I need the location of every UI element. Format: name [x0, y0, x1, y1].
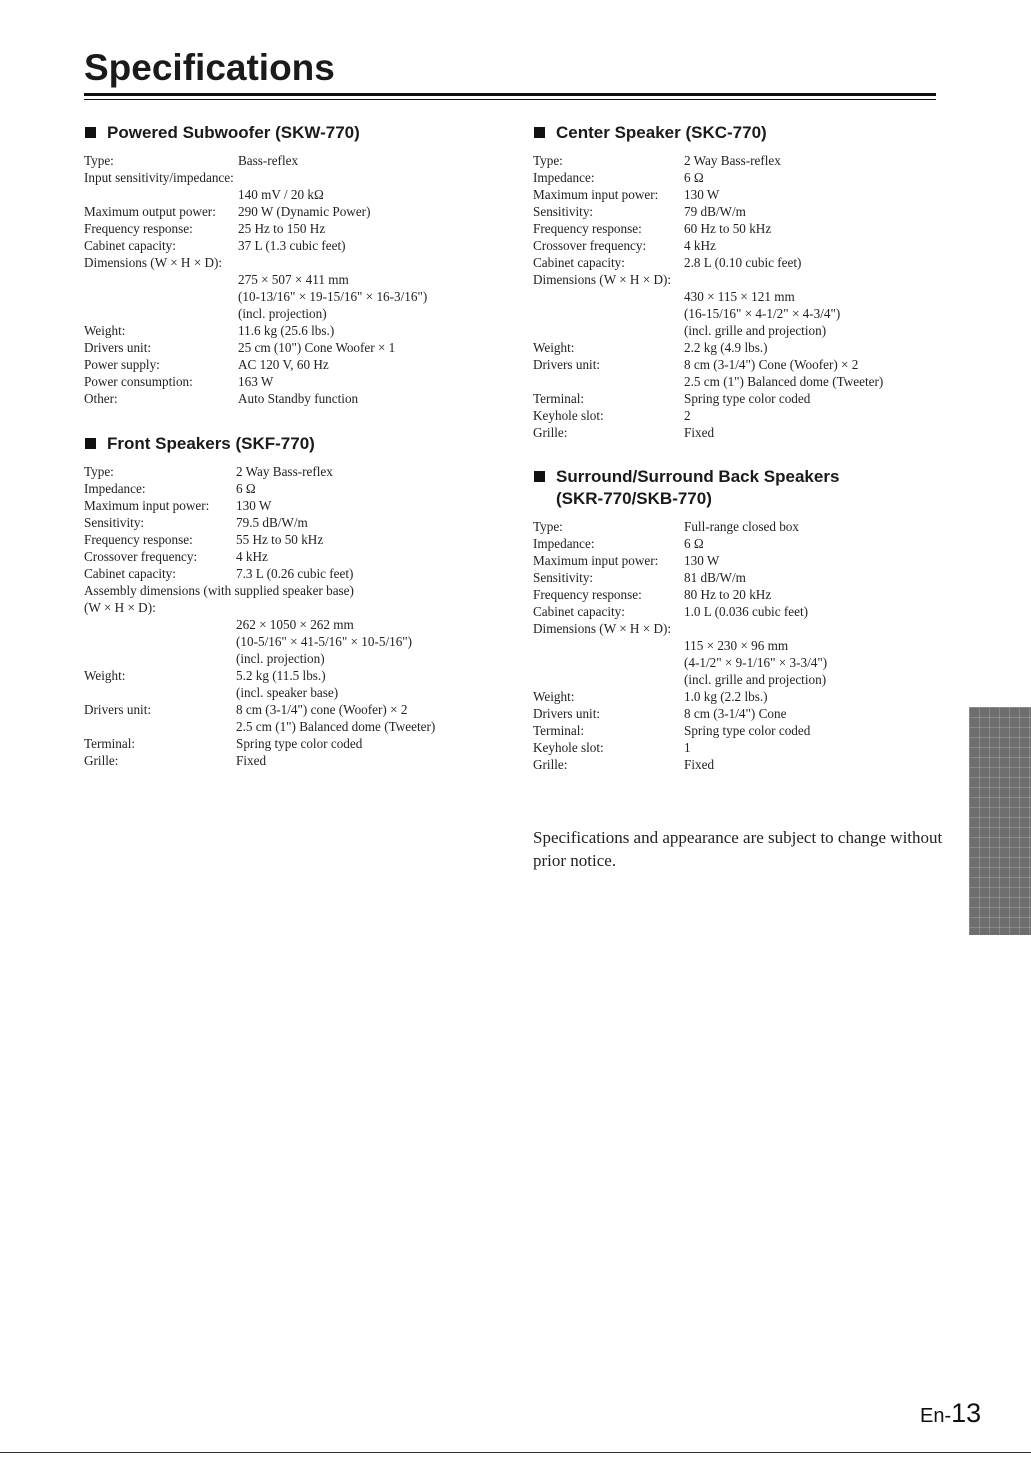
spec-value: 430 × 115 × 121 mm — [684, 289, 795, 304]
square-bullet-icon — [85, 438, 96, 449]
spec-value: Auto Standby function — [238, 391, 359, 406]
spec-label: Frequency response: — [533, 587, 642, 602]
page-number-value: 13 — [951, 1398, 982, 1428]
spec-row — [533, 339, 953, 356]
spec-row — [84, 339, 504, 356]
spec-row — [533, 756, 953, 773]
spec-row — [533, 152, 953, 169]
spec-value: 55 Hz to 50 kHz — [236, 532, 324, 547]
spec-label: Cabinet capacity: — [533, 604, 625, 619]
spec-label: Frequency response: — [533, 221, 642, 236]
section-center-speaker — [533, 122, 953, 441]
spec-value: 25 Hz to 150 Hz — [238, 221, 326, 236]
spec-row — [533, 586, 953, 603]
spec-label: Type: — [84, 464, 114, 479]
spec-value: 4 kHz — [236, 549, 268, 564]
spec-row — [533, 603, 953, 620]
spec-row — [84, 152, 504, 169]
spec-value: 1 — [684, 740, 691, 755]
spec-value: 60 Hz to 50 kHz — [684, 221, 772, 236]
spec-label: Maximum input power: — [533, 187, 659, 202]
spec-row — [533, 186, 953, 203]
spec-row — [533, 254, 953, 271]
spec-row — [84, 186, 504, 203]
spec-value: 8 cm (3-1/4") Cone (Woofer) × 2 — [684, 357, 859, 372]
spec-value: AC 120 V, 60 Hz — [238, 357, 329, 372]
spec-list — [84, 152, 504, 407]
spec-row — [84, 480, 504, 497]
spec-value: 163 W — [238, 374, 274, 389]
spec-value: 2.5 cm (1") Balanced dome (Tweeter) — [236, 719, 436, 734]
spec-value: 81 dB/W/m — [684, 570, 746, 585]
spec-row — [533, 688, 953, 705]
spec-label: Sensitivity: — [533, 570, 594, 585]
spec-label: Sensitivity: — [84, 515, 145, 530]
spec-row — [533, 705, 953, 722]
spec-list — [84, 463, 504, 769]
spec-value: Spring type color coded — [236, 736, 363, 751]
title-rule-thick — [84, 93, 936, 96]
spec-label: Impedance: — [533, 536, 595, 551]
spec-row — [533, 356, 953, 373]
square-bullet-icon — [534, 471, 545, 482]
spec-value: 4 kHz — [684, 238, 716, 253]
spec-label: Terminal: — [533, 723, 585, 738]
spec-row — [533, 220, 953, 237]
spec-row — [84, 633, 504, 650]
page-number-prefix: En- — [920, 1405, 952, 1427]
spec-label: Sensitivity: — [533, 204, 594, 219]
spec-value: 2.2 kg (4.9 lbs.) — [684, 340, 768, 355]
spec-label: Weight: — [84, 323, 126, 338]
spec-value: 2 Way Bass-reflex — [684, 153, 781, 168]
spec-label: Frequency response: — [84, 532, 193, 547]
spec-label: (W × H × D): — [84, 600, 156, 615]
spec-value: 8 cm (3-1/4") Cone — [684, 706, 787, 721]
spec-row — [84, 565, 504, 582]
section-heading-line: Center Speaker (SKC-770) — [556, 123, 767, 142]
spec-row — [533, 305, 953, 322]
spec-label: Assembly dimensions (with supplied speaker base) — [84, 583, 354, 598]
spec-row — [533, 322, 953, 339]
spec-label: Drivers unit: — [84, 340, 152, 355]
spec-value: 2.5 cm (1") Balanced dome (Tweeter) — [684, 374, 884, 389]
spec-value: 80 Hz to 20 kHz — [684, 587, 772, 602]
spec-label: Type: — [533, 519, 563, 534]
spec-row — [533, 569, 953, 586]
spec-row — [84, 220, 504, 237]
spec-label: Weight: — [533, 340, 575, 355]
spec-value: 79.5 dB/W/m — [236, 515, 308, 530]
spec-label: Type: — [84, 153, 114, 168]
spec-row — [533, 203, 953, 220]
spec-row — [84, 288, 504, 305]
section-heading-line: Surround/Surround Back Speakers — [556, 467, 840, 486]
spec-row — [84, 667, 504, 684]
section-heading-line: Powered Subwoofer (SKW-770) — [107, 123, 360, 142]
spec-label: Drivers unit: — [533, 357, 601, 372]
spec-value: 1.0 kg (2.2 lbs.) — [684, 689, 768, 704]
spec-value: (incl. grille and projection) — [684, 672, 827, 687]
spec-row — [84, 531, 504, 548]
page-number — [920, 1398, 981, 1429]
spec-row — [533, 671, 953, 688]
spec-row — [84, 548, 504, 565]
spec-value: Fixed — [684, 425, 715, 440]
spec-row — [84, 684, 504, 701]
spec-label: Impedance: — [533, 170, 595, 185]
section-heading — [533, 122, 953, 144]
spec-label: Cabinet capacity: — [84, 238, 176, 253]
spec-row — [533, 271, 953, 288]
spec-row — [84, 735, 504, 752]
spec-value: Full-range closed box — [684, 519, 799, 534]
spec-list — [533, 152, 953, 441]
spec-value: (incl. grille and projection) — [684, 323, 827, 338]
spec-value: 130 W — [684, 553, 720, 568]
spec-value: 275 × 507 × 411 mm — [238, 272, 349, 287]
spec-value: (incl. projection) — [236, 651, 325, 666]
spec-value: 6 Ω — [684, 536, 704, 551]
section-heading — [84, 433, 504, 455]
spec-row — [533, 169, 953, 186]
spec-value: 6 Ω — [236, 481, 256, 496]
spec-value: 130 W — [236, 498, 272, 513]
spec-value: 262 × 1050 × 262 mm — [236, 617, 354, 632]
spec-value: Spring type color coded — [684, 391, 811, 406]
spec-row — [533, 373, 953, 390]
spec-label: Grille: — [533, 425, 568, 440]
spec-row — [533, 739, 953, 756]
section-heading — [84, 122, 504, 144]
spec-row — [84, 599, 504, 616]
spec-row — [84, 271, 504, 288]
spec-row — [84, 514, 504, 531]
spec-row — [533, 518, 953, 535]
spec-value: (incl. speaker base) — [236, 685, 339, 700]
spec-label: Terminal: — [84, 736, 136, 751]
page-title: Specifications — [84, 47, 335, 88]
section-heading-line: (SKR-770/SKB-770) — [556, 489, 712, 508]
spec-value: (incl. projection) — [238, 306, 327, 321]
spec-value: (4-1/2" × 9-1/16" × 3-3/4") — [684, 655, 828, 670]
specification-notice: Specifications and appearance are subject to change without prior notice. — [533, 828, 943, 870]
spec-value: Bass-reflex — [238, 153, 299, 168]
spec-row — [533, 288, 953, 305]
title-rule-thin — [84, 99, 936, 100]
spec-label: Drivers unit: — [84, 702, 152, 717]
spec-label: Crossover frequency: — [533, 238, 647, 253]
section-heading — [533, 466, 953, 510]
spec-value: 11.6 kg (25.6 lbs.) — [238, 323, 335, 338]
spec-value: Fixed — [236, 753, 267, 768]
spec-label: Power supply: — [84, 357, 160, 372]
section-front-speakers — [84, 433, 504, 769]
spec-label: Grille: — [533, 757, 568, 772]
spec-value: 115 × 230 × 96 mm — [684, 638, 789, 653]
spec-row — [84, 497, 504, 514]
spec-row — [533, 390, 953, 407]
spec-value: 1.0 L (0.036 cubic feet) — [684, 604, 809, 619]
spec-value: 79 dB/W/m — [684, 204, 746, 219]
spec-label: Terminal: — [533, 391, 585, 406]
spec-row — [84, 169, 504, 186]
spec-row — [84, 390, 504, 407]
spec-value: 25 cm (10") Cone Woofer × 1 — [238, 340, 396, 355]
square-bullet-icon — [85, 127, 96, 138]
spec-row — [84, 616, 504, 633]
spec-row — [533, 654, 953, 671]
spec-label: Maximum input power: — [84, 498, 210, 513]
spec-row — [84, 718, 504, 735]
spec-value: Fixed — [684, 757, 715, 772]
spec-row — [84, 650, 504, 667]
spec-row — [533, 424, 953, 441]
spec-row — [84, 305, 504, 322]
spec-value: 140 mV / 20 kΩ — [238, 187, 324, 202]
spec-label: Maximum input power: — [533, 553, 659, 568]
spec-value: 130 W — [684, 187, 720, 202]
spec-value: 290 W (Dynamic Power) — [238, 204, 371, 219]
spec-value: 5.2 kg (11.5 lbs.) — [236, 668, 326, 683]
spec-label: Dimensions (W × H × D): — [533, 621, 672, 636]
spec-label: Impedance: — [84, 481, 146, 496]
spec-row — [533, 620, 953, 637]
spec-value: (10-5/16" × 41-5/16" × 10-5/16") — [236, 634, 413, 649]
spec-row — [533, 237, 953, 254]
spec-row — [84, 356, 504, 373]
spec-row — [533, 722, 953, 739]
spec-value: 2.8 L (0.10 cubic feet) — [684, 255, 802, 270]
spec-row — [533, 535, 953, 552]
spec-row — [84, 237, 504, 254]
spec-value: (10-13/16" × 19-15/16" × 16-3/16") — [238, 289, 428, 304]
spec-label: Maximum output power: — [84, 204, 216, 219]
spec-label: Dimensions (W × H × D): — [84, 255, 223, 270]
spec-value: 8 cm (3-1/4") cone (Woofer) × 2 — [236, 702, 408, 717]
section-powered-subwoofer — [84, 122, 504, 407]
spec-row — [84, 701, 504, 718]
spec-value: 2 — [684, 408, 691, 423]
spec-label: Other: — [84, 391, 118, 406]
side-index-tab — [969, 707, 1031, 935]
spec-label: Input sensitivity/impedance: — [84, 170, 234, 185]
spec-label: Weight: — [533, 689, 575, 704]
spec-label: Cabinet capacity: — [84, 566, 176, 581]
spec-value: 2 Way Bass-reflex — [236, 464, 333, 479]
spec-list — [533, 518, 953, 773]
spec-label: Cabinet capacity: — [533, 255, 625, 270]
spec-label: Power consumption: — [84, 374, 193, 389]
spec-row — [84, 463, 504, 480]
spec-row — [84, 203, 504, 220]
spec-row — [533, 407, 953, 424]
section-surround-speakers — [533, 466, 953, 773]
spec-label: Keyhole slot: — [533, 740, 604, 755]
spec-value: 6 Ω — [684, 170, 704, 185]
spec-value: (16-15/16" × 4-1/2" × 4-3/4") — [684, 306, 841, 321]
spec-label: Dimensions (W × H × D): — [533, 272, 672, 287]
spec-label: Drivers unit: — [533, 706, 601, 721]
spec-label: Crossover frequency: — [84, 549, 198, 564]
spec-value: Spring type color coded — [684, 723, 811, 738]
spec-row — [84, 254, 504, 271]
square-bullet-icon — [534, 127, 545, 138]
spec-row — [84, 752, 504, 769]
spec-label: Keyhole slot: — [533, 408, 604, 423]
spec-row — [84, 373, 504, 390]
section-heading-line: Front Speakers (SKF-770) — [107, 434, 315, 453]
spec-value: 37 L (1.3 cubic feet) — [238, 238, 346, 253]
spec-label: Type: — [533, 153, 563, 168]
spec-value: 7.3 L (0.26 cubic feet) — [236, 566, 354, 581]
spec-row — [84, 582, 504, 599]
spec-label: Grille: — [84, 753, 119, 768]
spec-row — [84, 322, 504, 339]
spec-label: Weight: — [84, 668, 126, 683]
spec-label: Frequency response: — [84, 221, 193, 236]
spec-row — [533, 552, 953, 569]
spec-row — [533, 637, 953, 654]
bottom-rule — [0, 1452, 1031, 1453]
